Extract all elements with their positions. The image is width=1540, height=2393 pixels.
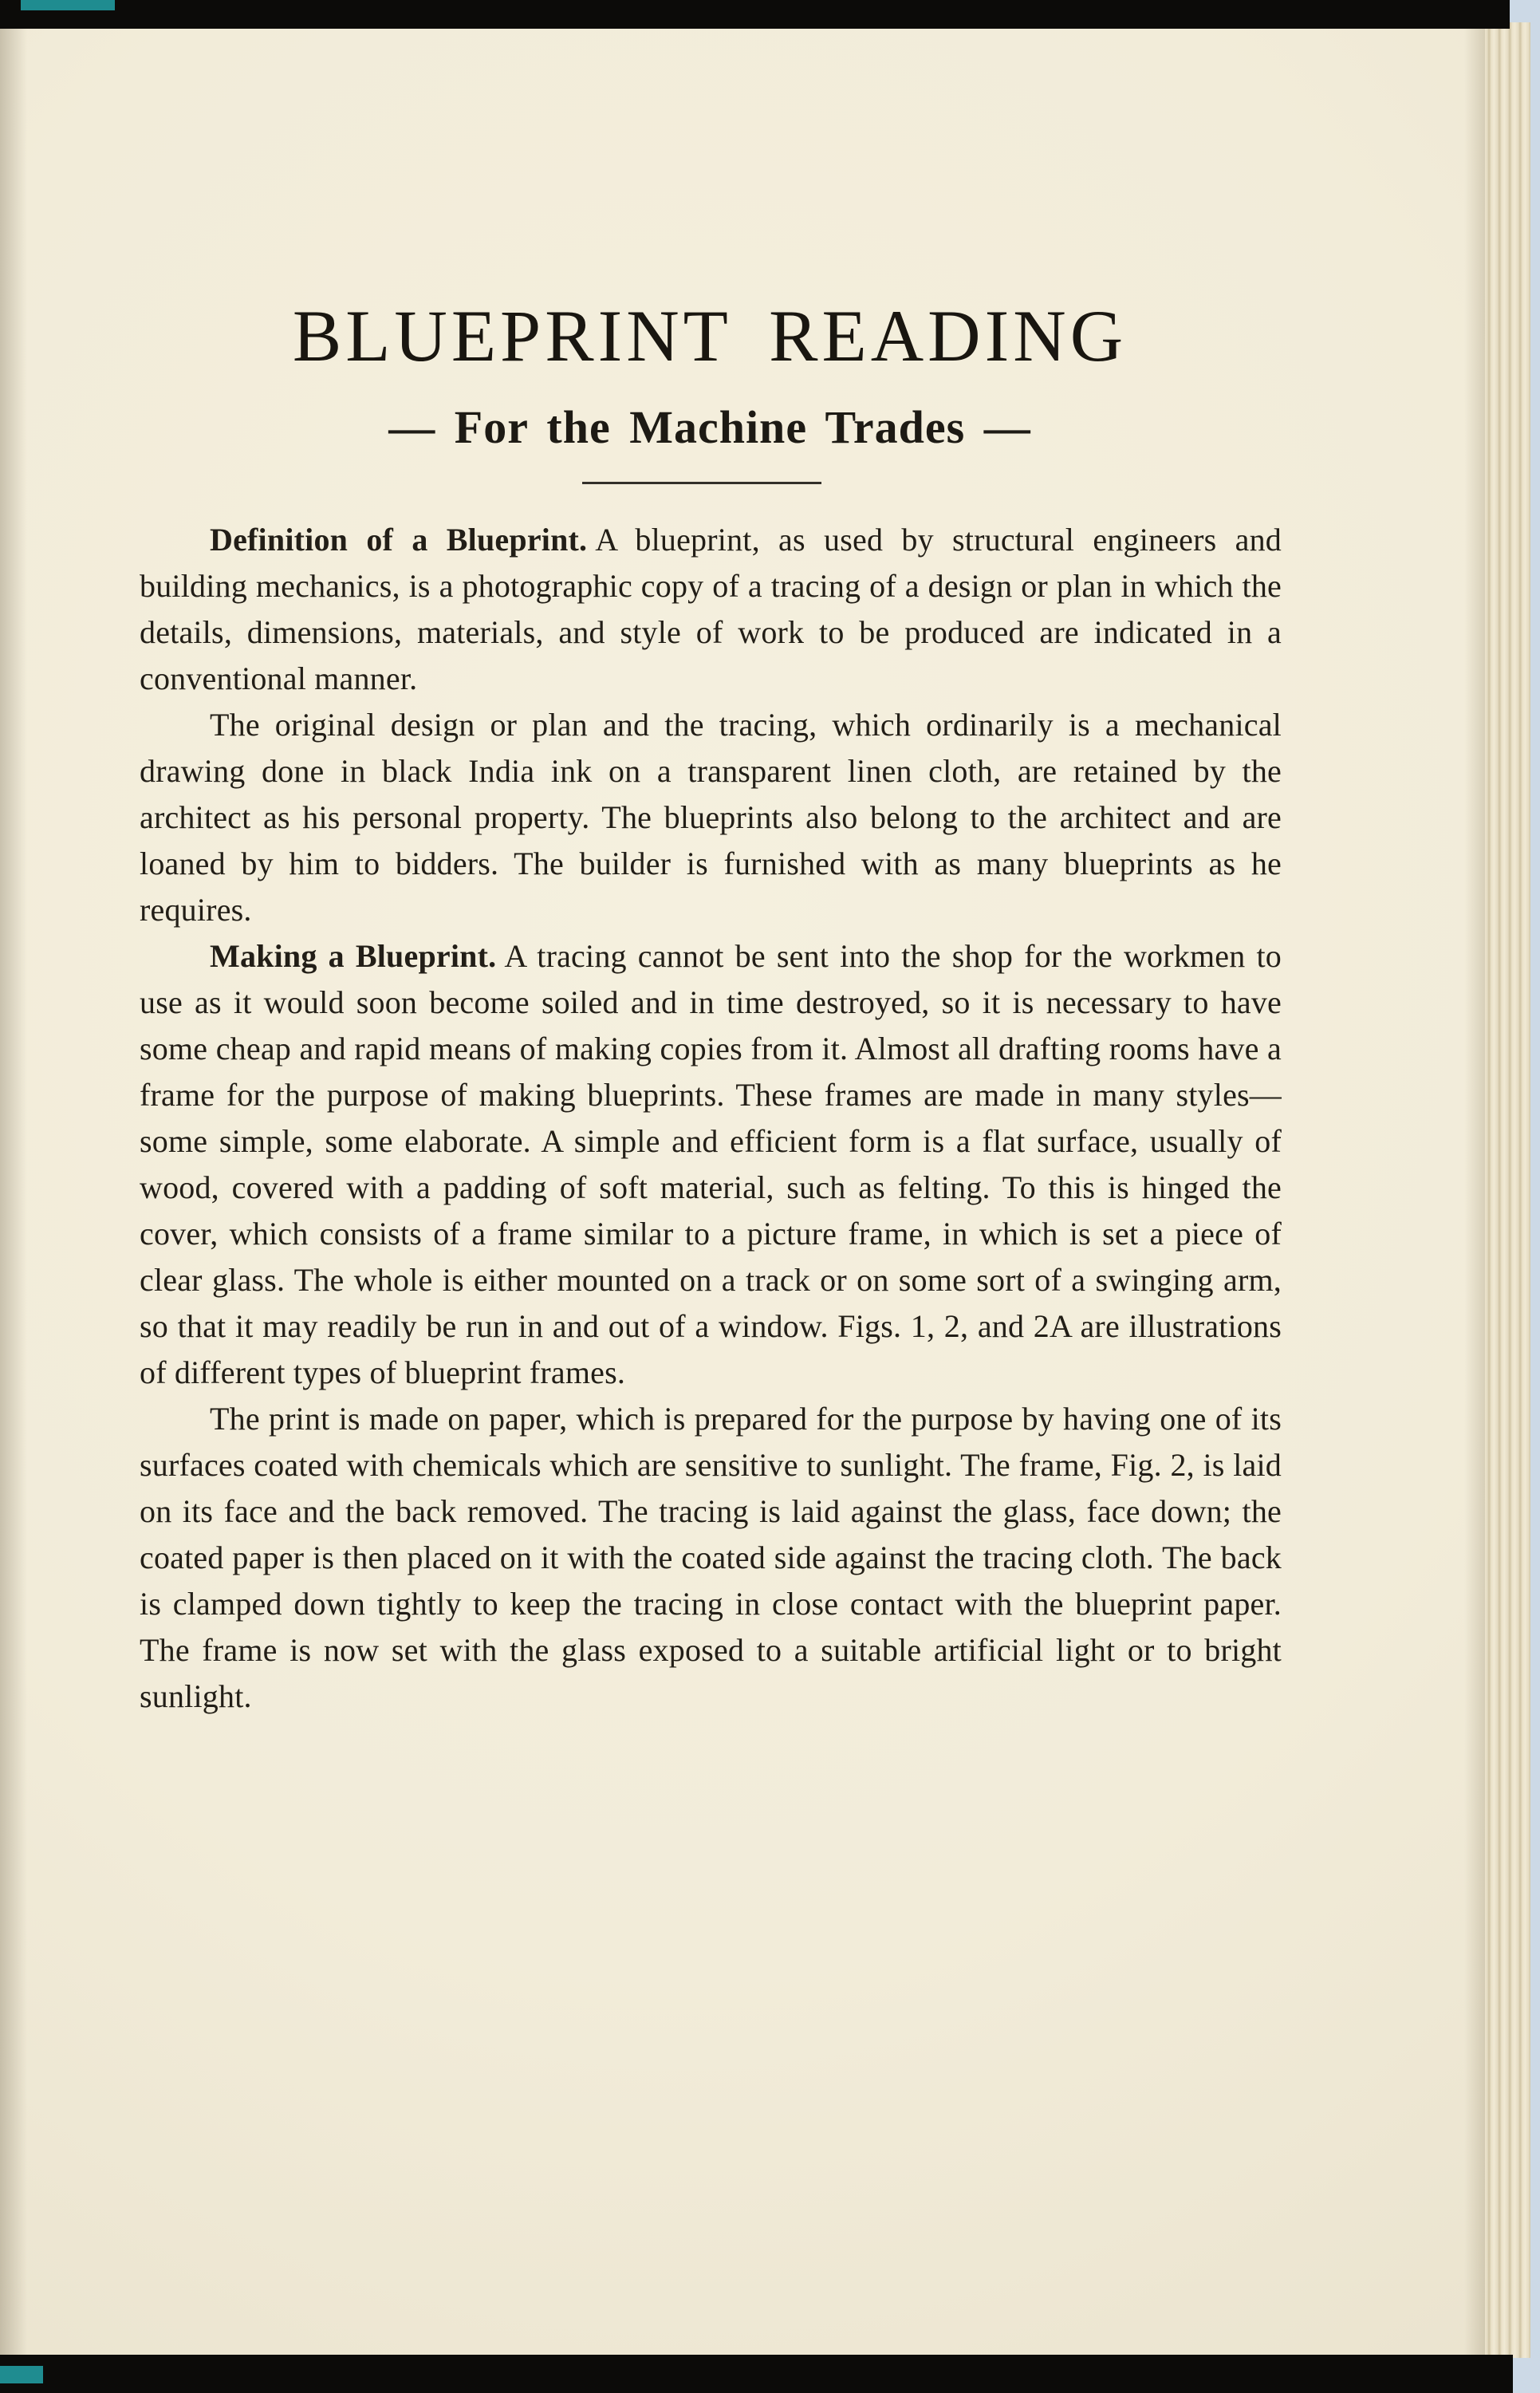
page-subtitle: — For the Machine Trades — [388,401,1031,453]
book-cover-bottom-strip [0,2355,1513,2393]
paragraph-text: The original design or plan and the tracing, which ordinarily is a mechanical drawing done in black India ink on a transparent linen cloth, are retained by the architect as his personal property. The blueprints also belong to the architect and are loaned by him to bidders. The builder is furnished with as many blueprints as he requires. [140,707,1282,928]
paragraph-lead: Making a Blueprint. [210,938,497,974]
page-left-shadow [0,0,27,2393]
paragraph-text: A tracing cannot be sent into the shop for the workmen to use as it would soon become soiled and in time destroyed, so it is necessary to have some cheap and rapid means of making copies from it. Almost all drafting rooms have a frame for the purpose of making blueprints. These frames are made in many styles—some simple, some elaborate. A simple and efficient form is a flat surface, usually of wood, covered with a padding of soft material, such as felting. To this is hinged the cover, which consists of a frame similar to a picture frame, in which is set a piece of clear glass. The whole is either mounted on a track or on some sort of a swinging arm, so that it may readily be run in and out of a window. Figs. 1, 2, and 2A are illustrations of different types of blueprint frames. [140,938,1282,1390]
book-cover-top-strip [0,0,1510,29]
paragraph [140,702,1282,933]
body-text [140,517,1282,1720]
page-right-shadow [1464,0,1485,2393]
paragraph [140,517,1282,702]
book-spine-teal-top [21,0,115,10]
paragraph [140,933,1282,1396]
title-divider [582,482,821,484]
page-edge-stack [1483,22,1530,2358]
paragraph-lead: Definition of a Blueprint. [210,522,588,558]
page-title: BLUEPRINT READING [292,295,1128,376]
paragraph-text: The print is made on paper, which is prepared for the purpose by having one of its surfaces coated with chemicals which are sensitive to sunlight. The frame, Fig. 2, is laid on its face and the back removed. The tracing is laid against the glass, face down; the coated paper is then placed on it with the coated side against the tracing cloth. The back is clamped down tightly to keep the tracing in close contact with the blueprint paper. The frame is now set with the glass exposed to a suitable artificial light or to bright sunlight. [140,1401,1282,1714]
paragraph-text: A blueprint, as used by structural engineers and building mechanics, is a photographic copy of a tracing of a design or plan in which the details, dimensions, materials, and style of work to be produced are indicated in a conventional manner. [140,522,1282,696]
book-spine-teal-bottom [0,2366,43,2383]
paragraph [140,1396,1282,1720]
